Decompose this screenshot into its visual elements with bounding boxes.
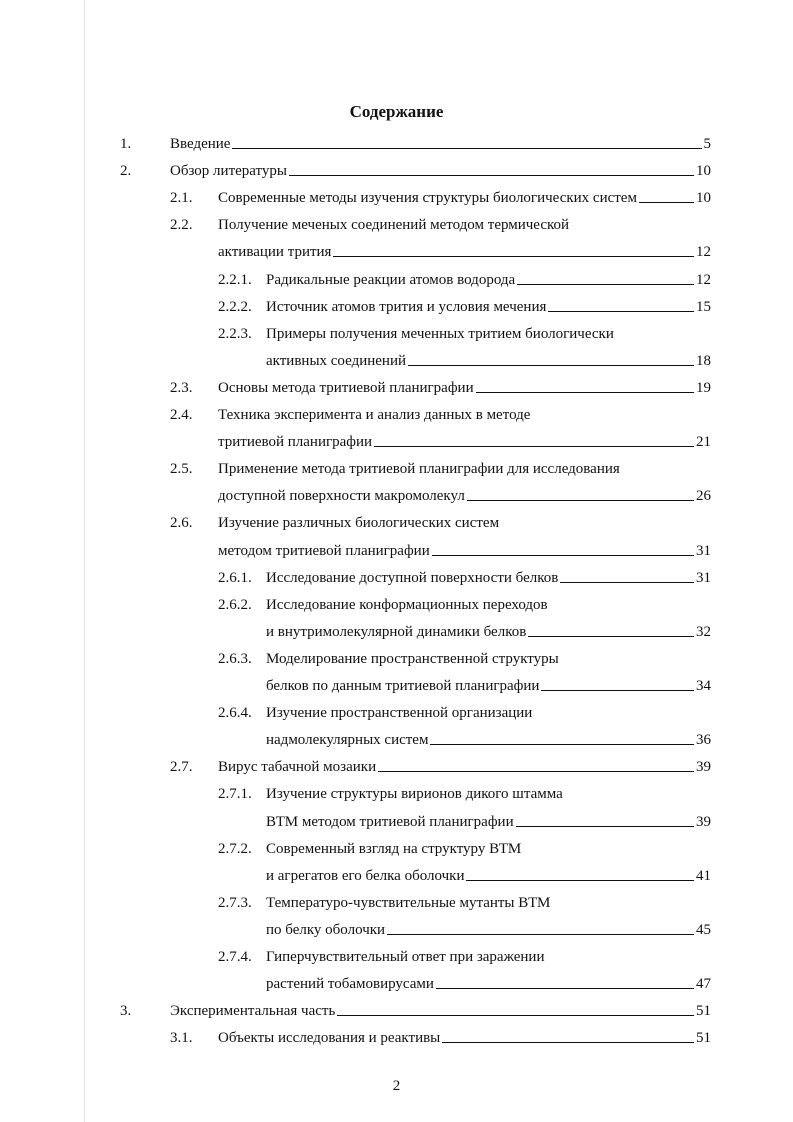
toc-entry-text: Примеры получения меченных тритием биологически [266, 325, 614, 342]
toc-entry-page: 51 [696, 1003, 711, 1020]
toc-entry-page: 39 [696, 813, 711, 830]
toc-entry-title[interactable] [266, 811, 711, 833]
toc-entry-page: 12 [696, 244, 711, 261]
toc-entry-number: 2. [120, 163, 132, 180]
toc-entry-page: 39 [696, 759, 711, 776]
toc-entry-number: 1. [120, 136, 132, 152]
toc-entry-text: Применение метода тритиевой планиграфии для исследования [218, 461, 620, 478]
leader-line [232, 148, 701, 149]
toc-entry-line [0, 540, 793, 562]
leader-line [639, 202, 694, 203]
toc-entry-line [0, 675, 793, 697]
toc-entry-line [0, 269, 793, 291]
toc-entry-number: 2.1. [170, 190, 193, 207]
toc-entry-text: Современные методы изучения структуры биологических систем [218, 190, 637, 207]
toc-entry-title[interactable] [170, 1000, 711, 1022]
toc-entry-line [0, 973, 793, 995]
toc-entry-line [0, 621, 793, 643]
toc-entry-text: надмолекулярных систем [266, 732, 429, 749]
toc-entry-text: Вирус табачной мозаики [218, 759, 377, 776]
toc-entry-line [0, 1027, 793, 1049]
toc-entry-page: 15 [696, 298, 711, 315]
toc-entry-number: 2.7.3. [218, 894, 252, 911]
toc-entry-number: 2.2.3. [218, 325, 252, 342]
leader-line [466, 880, 694, 881]
toc-entry-line [0, 783, 793, 805]
toc-entry-page: 34 [696, 678, 711, 694]
toc-entry-number: 2.6.1. [218, 569, 252, 586]
toc-entry-line [0, 296, 793, 318]
toc-entry-page: 45 [696, 921, 711, 938]
toc-entry-number: 2.6.4. [218, 705, 252, 722]
toc-entry-title[interactable] [218, 187, 711, 209]
toc-entry-text: Техника эксперимента и анализ данных в методе [218, 407, 531, 423]
toc-entry-text: Температуро-чувствительные мутанты ВТМ [266, 894, 551, 911]
toc-entry-text: Получение меченых соединений методом термической [218, 217, 570, 234]
toc-entry-number: 2.7.2. [218, 840, 252, 857]
toc-entry-text: Современный взгляд на структуру ВТМ [266, 840, 522, 857]
toc-entry-line [0, 729, 793, 751]
toc-entry-line [0, 485, 793, 507]
toc-entry-text: Экспериментальная часть [170, 1003, 336, 1020]
toc-entry-page: 26 [696, 488, 711, 505]
toc-entry-title[interactable] [266, 567, 711, 589]
leader-line [378, 771, 694, 772]
toc-entry-text: Исследование доступной поверхности белков [266, 569, 559, 586]
toc-entry-text: активных соединений [266, 352, 406, 369]
leader-line [333, 256, 694, 257]
leader-line [467, 500, 694, 501]
toc-entry-page: 18 [696, 352, 711, 369]
toc-entry-text: и внутримолекулярной динамики белков [266, 623, 527, 640]
toc-entry-text: активации трития [218, 244, 332, 261]
toc-entry-page: 19 [696, 379, 711, 396]
toc-entry-page: 32 [696, 623, 711, 640]
toc-entry-line [0, 811, 793, 833]
toc-entry-number: 2.7.4. [218, 949, 252, 965]
toc-entry-line [0, 323, 793, 345]
toc-entry-title[interactable] [218, 431, 711, 453]
toc-entry-line [0, 458, 793, 480]
toc-entry-line [0, 187, 793, 209]
leader-line [337, 1015, 694, 1016]
toc-entry-page: 31 [696, 542, 711, 559]
toc-entry-title[interactable] [266, 919, 711, 941]
toc-entry-number: 2.7.1. [218, 786, 252, 803]
toc-entry-page: 12 [696, 271, 711, 288]
toc-entry-line [0, 214, 793, 236]
toc-entry-line [0, 919, 793, 941]
toc-entry-text: Исследование конформационных переходов [266, 596, 548, 613]
toc-entry-line [0, 431, 793, 453]
toc-entry-text: Гиперчувствительный ответ при заражении [266, 949, 545, 965]
page-number: 2 [392, 1078, 401, 1094]
toc-entry-page: 36 [696, 732, 711, 749]
toc-entry-text: белков по данным тритиевой планиграфии [266, 678, 540, 694]
toc-entry-number: 3.1. [170, 1030, 193, 1047]
toc-entry-line [0, 648, 793, 670]
toc-entry-line [0, 838, 793, 860]
toc-entry-title[interactable] [266, 675, 711, 697]
leader-line [541, 690, 694, 691]
toc-entry-number: 2.7. [170, 759, 193, 776]
toc-entry-number: 2.6. [170, 515, 193, 532]
page-title: Содержание [349, 102, 444, 121]
toc-entry-text: методом тритиевой планиграфии [218, 542, 430, 559]
toc-entry-text: Основы метода тритиевой планиграфии [218, 379, 474, 396]
leader-line [430, 744, 694, 745]
leader-line [432, 555, 694, 556]
toc-entry-number: 2.6.2. [218, 596, 252, 613]
toc-entry-title[interactable] [266, 973, 711, 995]
toc-entry-page: 5 [703, 136, 711, 152]
toc-entry-title[interactable] [170, 133, 711, 155]
toc-entry-line [0, 594, 793, 616]
leader-line [289, 175, 694, 176]
toc-entry-title[interactable] [218, 241, 711, 263]
toc-entry-title[interactable] [218, 485, 711, 507]
toc-entry-page: 21 [696, 434, 711, 451]
toc-entry-number: 2.3. [170, 379, 193, 396]
leader-line [374, 446, 694, 447]
toc-entry-page: 10 [696, 190, 711, 207]
toc-entry-title[interactable] [266, 865, 711, 887]
toc-entry-text: тритиевой планиграфии [218, 434, 373, 451]
toc-entry-title[interactable] [218, 756, 711, 778]
toc-entry-line [0, 756, 793, 778]
leader-line [436, 988, 694, 989]
toc-entry-text: Введение [170, 136, 231, 152]
toc-entry-text: Изучение различных биологических систем [218, 515, 500, 532]
toc-entry-title[interactable] [266, 621, 711, 643]
toc-entry-number: 2.2. [170, 217, 193, 234]
toc-entry-text: и агрегатов его белка оболочки [266, 867, 465, 884]
toc-entry-page: 51 [696, 1030, 711, 1047]
toc-entry-text: Объекты исследования и реактивы [218, 1030, 441, 1047]
toc-entry-text: Изучение пространственной организации [266, 705, 533, 722]
leader-line [476, 392, 694, 393]
toc-entry-title[interactable] [266, 350, 711, 372]
toc-entry-title[interactable] [218, 1027, 711, 1049]
toc-entry-text: Источник атомов трития и условия мечения [266, 298, 547, 315]
toc-entry-title[interactable] [266, 269, 711, 291]
toc-entry-title[interactable] [218, 377, 711, 399]
toc-entry-line [0, 702, 793, 724]
toc-entry-text: растений тобамовирусами [266, 976, 434, 993]
toc-entry-number: 2.6.3. [218, 650, 252, 667]
toc-entry-text: Изучение структуры вирионов дикого штамма [266, 786, 563, 803]
leader-line [442, 1042, 694, 1043]
toc-entry-title[interactable] [170, 160, 711, 182]
toc-entry-line [0, 350, 793, 372]
toc-entry-number: 2.2.1. [218, 271, 252, 288]
toc-entry-text: доступной поверхности макромолекул [218, 488, 465, 505]
toc-entry-page: 10 [696, 163, 711, 180]
toc-entry-line [0, 567, 793, 589]
toc-entry-text: Обзор литературы [170, 163, 287, 180]
toc-entry-line [0, 512, 793, 534]
toc-entry-line [0, 892, 793, 914]
leader-line [560, 582, 694, 583]
toc-entry-title[interactable] [266, 296, 711, 318]
toc-entry-line [0, 946, 793, 968]
leader-line [548, 311, 694, 312]
leader-line [528, 636, 694, 637]
leader-line [408, 365, 694, 366]
toc-entry-page: 47 [696, 976, 711, 993]
toc-entry-number: 3. [120, 1003, 132, 1020]
toc-entry-line [0, 133, 793, 155]
toc-entry-line [0, 865, 793, 887]
toc-entry-text: ВТМ методом тритиевой планиграфии [266, 813, 514, 830]
toc-entry-line [0, 241, 793, 263]
toc-entry-line [0, 160, 793, 182]
toc-entry-number: 2.2.2. [218, 298, 252, 315]
toc-entry-title[interactable] [266, 729, 711, 751]
toc-entry-title[interactable] [218, 540, 711, 562]
leader-line [517, 284, 694, 285]
toc-entry-text: Моделирование пространственной структуры [266, 650, 559, 667]
toc-entry-line [0, 404, 793, 426]
toc-entry-page: 41 [696, 867, 711, 884]
toc-entry-number: 2.5. [170, 461, 193, 478]
toc-entry-line [0, 377, 793, 399]
toc-entry-text: по белку оболочки [266, 921, 386, 938]
leader-line [516, 826, 694, 827]
leader-line [387, 934, 694, 935]
toc-entry-number: 2.4. [170, 407, 193, 423]
toc-entry-line [0, 1000, 793, 1022]
toc-entry-page: 31 [696, 569, 711, 586]
toc-entry-text: Радикальные реакции атомов водорода [266, 271, 516, 288]
